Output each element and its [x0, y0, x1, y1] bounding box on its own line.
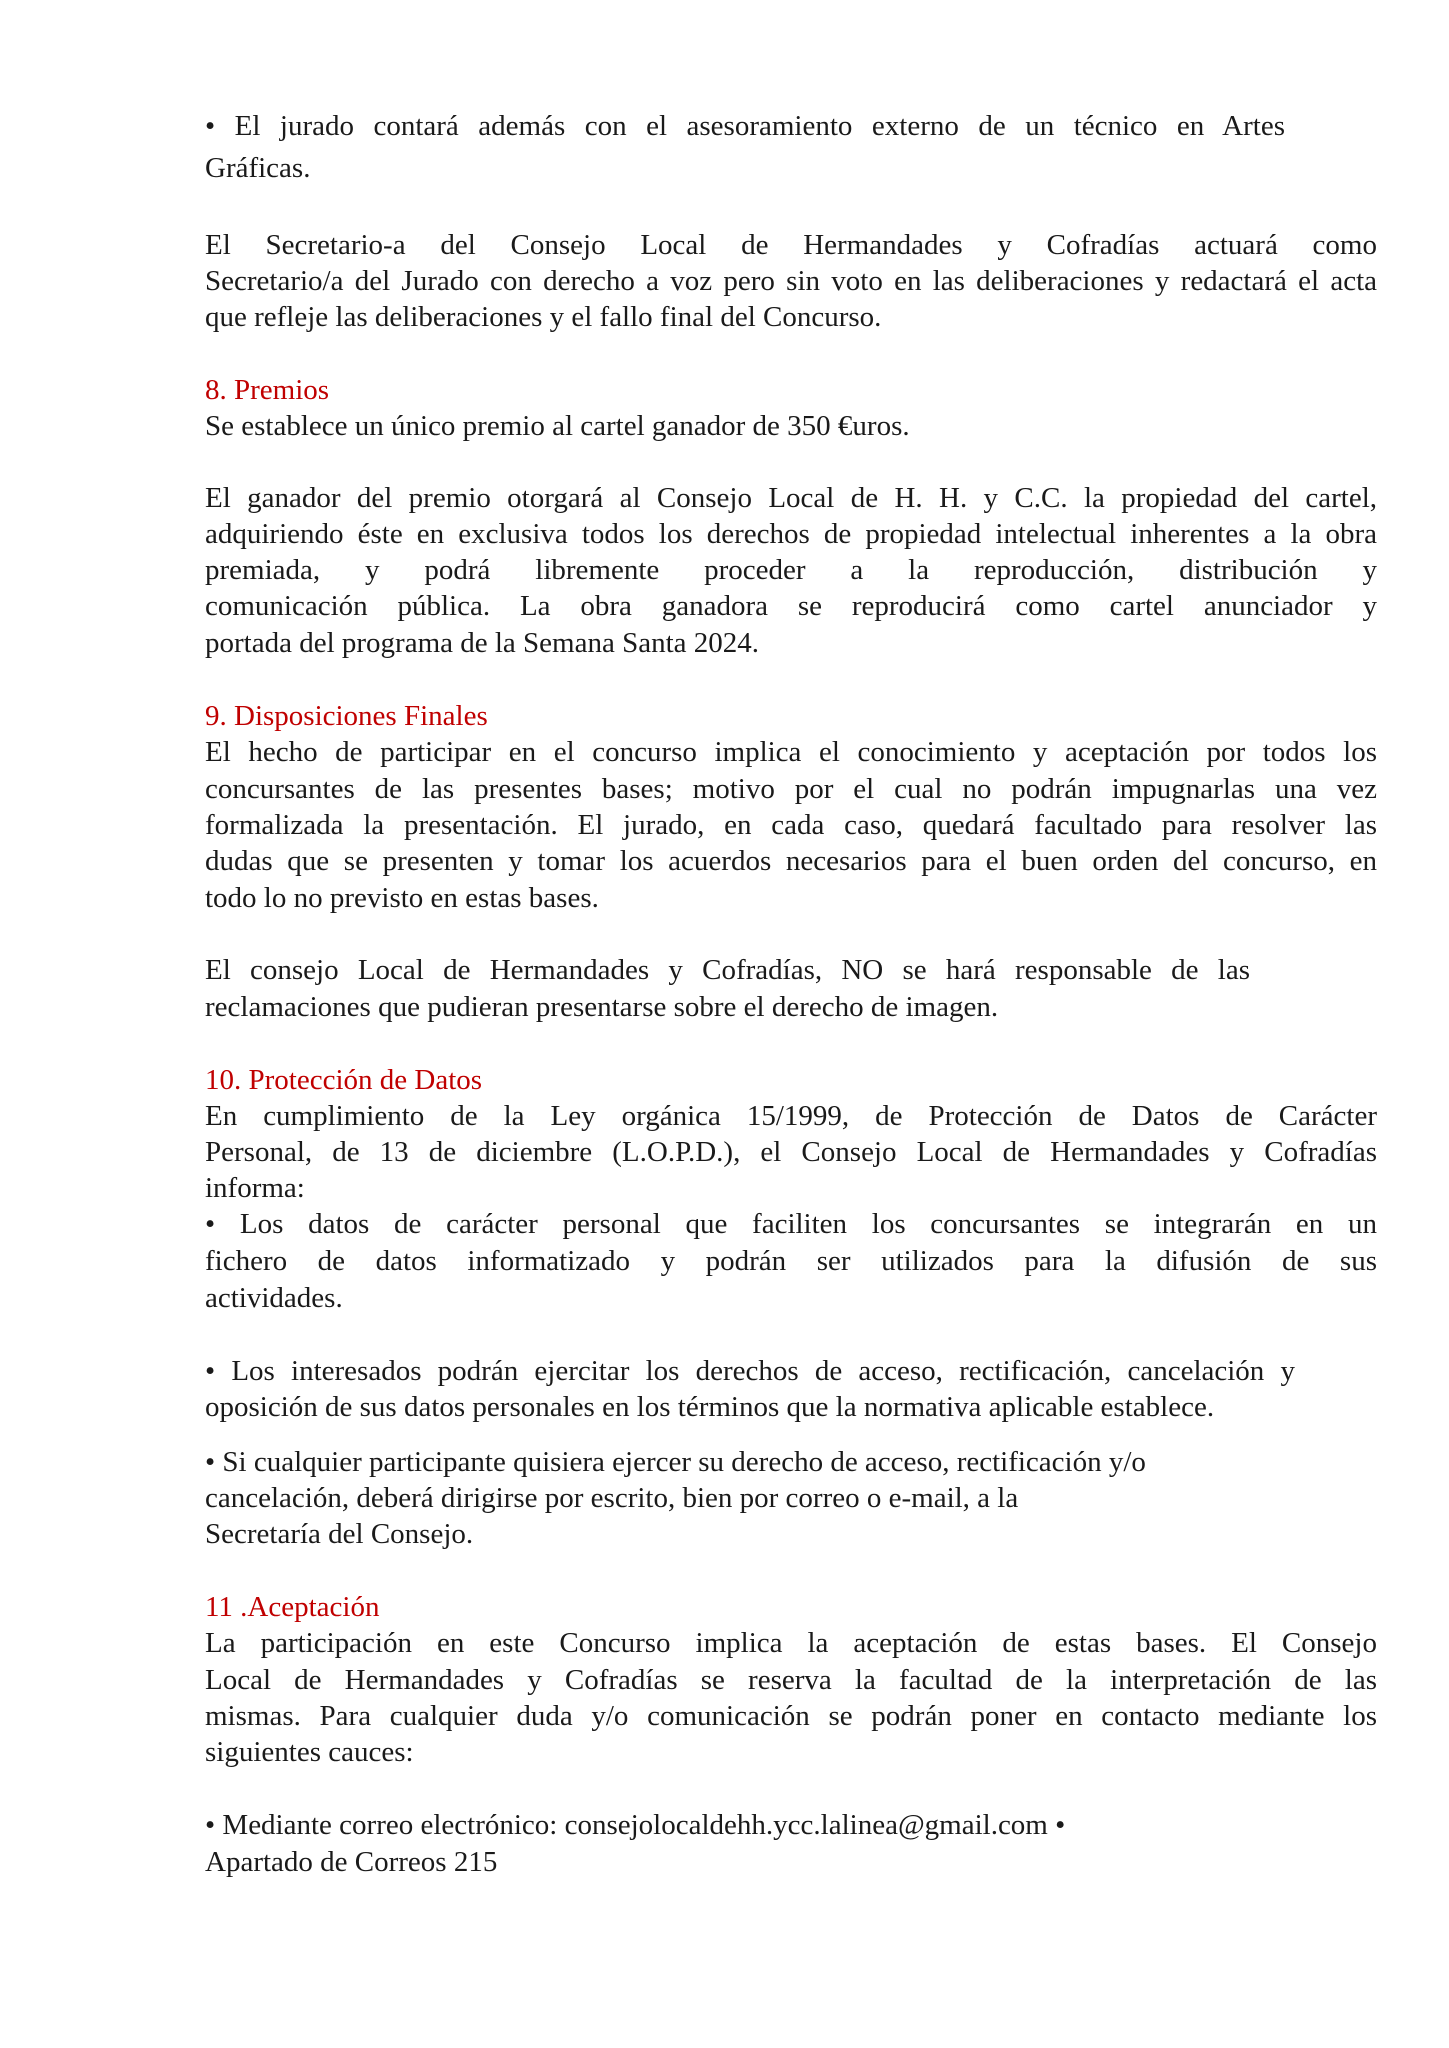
text-line: • Los datos de carácter personal que faciliten los concursantes se integrarán en un — [205, 1208, 1377, 1240]
text-line: que refleje las deliberaciones y el fallo final del Concurso. — [205, 301, 882, 333]
text-line: Secretario/a del Jurado con derecho a voz pero sin voto en las deliberaciones y redactará el acta — [205, 265, 1377, 297]
text-line: informa: — [205, 1172, 305, 1204]
section-heading-premios: 8. Premios — [205, 374, 330, 406]
text-line: oposición de sus datos personales en los términos que la normativa aplicable establece. — [205, 1391, 1215, 1423]
text-line: Local de Hermandades y Cofradías se reserva la facultad de la interpretación de las — [205, 1664, 1377, 1696]
section-heading-proteccion-datos: 10. Protección de Datos — [205, 1064, 483, 1096]
text-line: todo lo no previsto en estas bases. — [205, 882, 599, 914]
text-line: En cumplimiento de la Ley orgánica 15/1999, de Protección de Datos de Carácter — [205, 1100, 1377, 1132]
text-line: Gráficas. — [205, 152, 311, 184]
text-line: actividades. — [205, 1282, 343, 1314]
text-line: mismas. Para cualquier duda y/o comunicación se podrán poner en contacto mediante los — [205, 1700, 1377, 1732]
text-line: • Si cualquier participante quisiera ejercer su derecho de acceso, rectificación y/o — [205, 1446, 1146, 1478]
text-line: El Secretario-a del Consejo Local de Hermandades y Cofradías actuará como — [205, 229, 1377, 261]
text-line: • El jurado contará además con el asesoramiento externo de un técnico en Artes — [205, 110, 1285, 142]
text-line: formalizada la presentación. El jurado, en cada caso, quedará facultado para resolver las — [205, 809, 1377, 841]
text-line: El consejo Local de Hermandades y Cofradías, NO se hará responsable de las — [205, 954, 1250, 986]
text-line: portada del programa de la Semana Santa 2024. — [205, 627, 760, 659]
text-line: Se establece un único premio al cartel ganador de 350 €uros. — [205, 410, 910, 442]
contact-email-line: • Mediante correo electrónico: consejolocaldehh.ycc.lalinea@gmail.com • — [205, 1809, 1066, 1841]
text-line: concursantes de las presentes bases; motivo por el cual no podrán impugnarlas una vez — [205, 773, 1377, 805]
text-line: reclamaciones que pudieran presentarse sobre el derecho de imagen. — [205, 991, 999, 1023]
text-line: comunicación pública. La obra ganadora se reproducirá como cartel anunciador y — [205, 590, 1377, 622]
text-line: siguientes cauces: — [205, 1736, 414, 1768]
text-line: adquiriendo éste en exclusiva todos los derechos de propiedad intelectual inherentes a la obra — [205, 518, 1377, 550]
contact-postal-line: Apartado de Correos 215 — [205, 1846, 498, 1878]
text-line: premiada, y podrá libremente proceder a la reproducción, distribución y — [205, 554, 1377, 586]
text-line: El hecho de participar en el concurso implica el conocimiento y aceptación por todos los — [205, 736, 1377, 768]
text-line: • Los interesados podrán ejercitar los derechos de acceso, rectificación, cancelación y — [205, 1355, 1295, 1387]
text-line: Personal, de 13 de diciembre (L.O.P.D.), el Consejo Local de Hermandades y Cofradías — [205, 1136, 1377, 1168]
text-line: dudas que se presenten y tomar los acuerdos necesarios para el buen orden del concurso, en — [205, 845, 1377, 877]
text-line: cancelación, deberá dirigirse por escrito, bien por correo o e-mail, a la — [205, 1482, 1019, 1514]
section-heading-aceptacion: 11 .Aceptación — [205, 1591, 380, 1623]
text-line: Secretaría del Consejo. — [205, 1518, 474, 1550]
section-heading-disposiciones: 9. Disposiciones Finales — [205, 700, 488, 732]
text-line: fichero de datos informatizado y podrán ser utilizados para la difusión de sus — [205, 1245, 1377, 1277]
text-line: La participación en este Concurso implica la aceptación de estas bases. El Consejo — [205, 1627, 1377, 1659]
text-line: El ganador del premio otorgará al Consejo Local de H. H. y C.C. la propiedad del cartel, — [205, 482, 1377, 514]
